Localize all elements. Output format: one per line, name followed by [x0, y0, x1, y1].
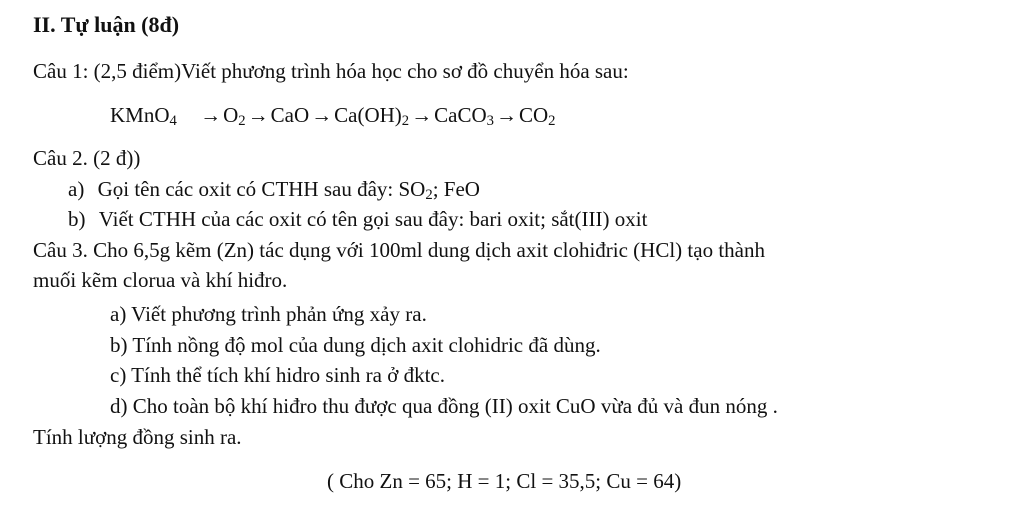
item-marker: b)	[68, 207, 86, 231]
chain-kmno4: KMnO$_4$	[110, 103, 177, 130]
chain-caco3: CaCO$_3$	[434, 103, 494, 130]
section-title: II. Tự luận (8đ)	[33, 12, 180, 37]
item-text: Gọi tên các oxit có CTHH sau đây: SO	[97, 177, 426, 201]
question-1-text: Câu 1: (2,5 điểm)Viết phương trình hóa học cho sơ đồ chuyển hóa sau:	[33, 59, 629, 83]
chain-cao: CaO	[270, 103, 310, 127]
question-2-item-a	[68, 177, 480, 204]
question-3-item-d-line1: d) Cho toàn bộ khí hiđro thu được qua đồng (II) oxit CuO vừa đủ và đun nóng .	[110, 394, 778, 418]
question-3-item-a: a) Viết phương trình phản ứng xảy ra.	[110, 302, 427, 326]
chain-co2: $CO_2$	[518, 103, 556, 130]
chain-caoh2: $Ca(OH)_2$	[334, 103, 410, 130]
arrow-icon: →	[411, 103, 433, 127]
item-marker: a)	[68, 177, 85, 201]
question-3-text-line1: Câu 3. Cho 6,5g kẽm (Zn) tác dụng với 100ml dung dịch axit clohiđric (HCl) tạo thành	[33, 238, 765, 262]
arrow-icon: →	[495, 103, 517, 127]
reaction-chain	[110, 103, 556, 130]
chain-o2: $O_2$	[223, 103, 246, 130]
question-3-item-d-line2: Tính lượng đồng sinh ra.	[33, 425, 242, 449]
item-subscript: 2	[425, 187, 433, 204]
arrow-icon: →	[311, 103, 333, 127]
question-3-item-b: b) Tính nồng độ mol của dung dịch axit clohidric đã dùng.	[110, 333, 601, 357]
question-3-text-line2: muối kẽm clorua và khí hiđro.	[33, 268, 288, 292]
item-text: Viết CTHH của các oxit có tên gọi sau đây: bari oxit; sắt(III) oxit	[98, 207, 648, 231]
item-text-tail: ; FeO	[432, 177, 480, 201]
arrow-icon: →	[200, 103, 222, 127]
question-2-header: Câu 2. (2 đ))	[33, 146, 141, 170]
arrow-icon: →	[247, 103, 269, 127]
question-2-item-b	[68, 208, 647, 231]
question-3-item-c: c) Tính thể tích khí hidro sinh ra ở đktc.	[110, 363, 445, 387]
given-data: ( Cho Zn = 65; H = 1; Cl = 35,5; Cu = 64)	[327, 469, 682, 493]
